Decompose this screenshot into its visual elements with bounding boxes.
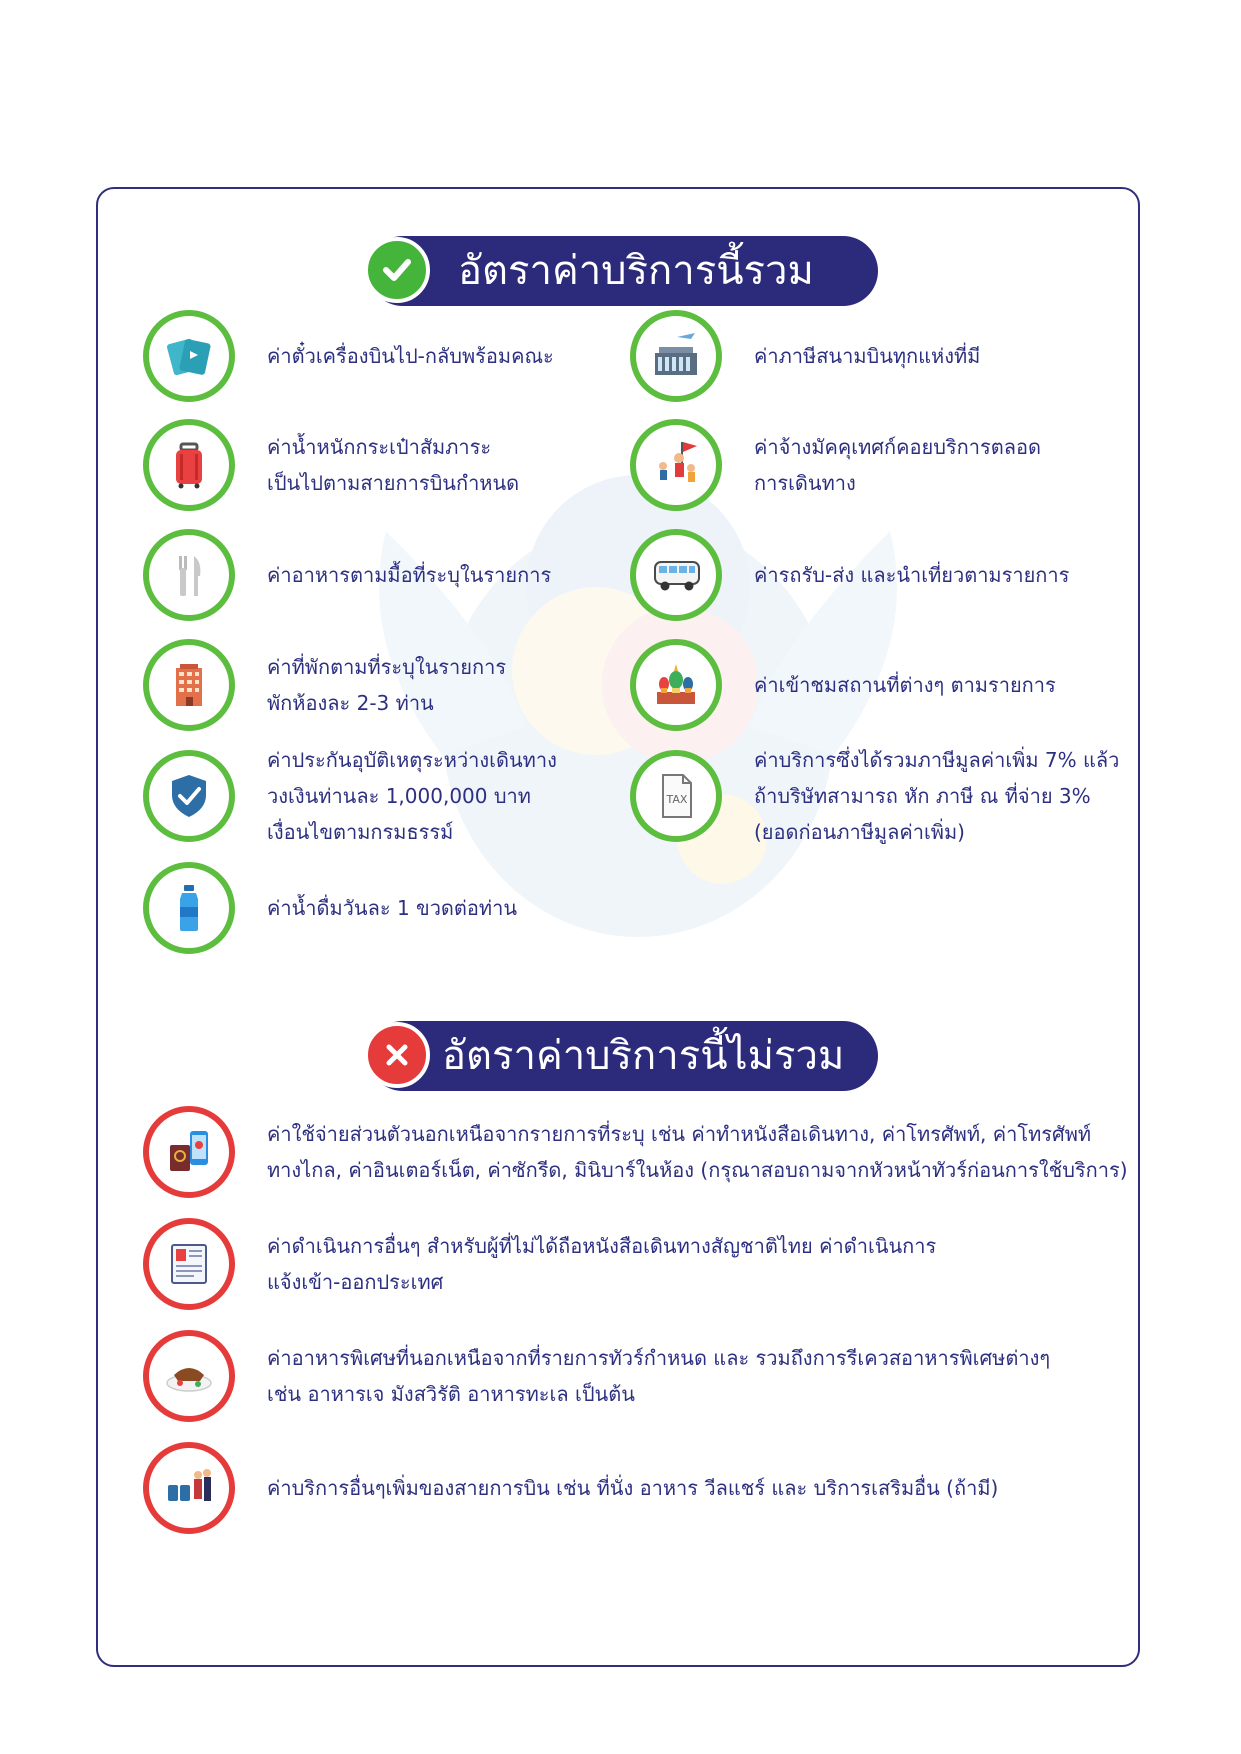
excluded-title: อัตราค่าบริการนี้ไม่รวม xyxy=(442,1033,845,1079)
included-item-text: (ยอดก่อนภาษีมูลค่าเพิ่ม) xyxy=(754,820,965,844)
included-item-text: วงเงินท่านละ 1,000,000 บาท xyxy=(267,784,531,808)
service-card xyxy=(96,187,1140,1667)
included-item-text: พักห้องละ 2-3 ท่าน xyxy=(267,691,434,715)
tax-label: TAX xyxy=(666,793,688,806)
bus-icon xyxy=(630,529,722,621)
excluded-item-text: ค่าอาหารพิเศษที่นอกเหนือจากที่รายการทัวร์กำหนด และ รวมถึงการรีเควสอาหารพิเศษต่างๆ xyxy=(267,1346,1051,1370)
included-item-text: ถ้าบริษัทสามารถ หัก ภาษี ณ ที่จ่าย 3% xyxy=(754,784,1091,808)
excluded-item-text: ค่าใช้จ่ายส่วนตัวนอกเหนือจากรายการที่ระบุ เช่น ค่าทำหนังสือเดินทาง, ค่าโทรศัพท์, ค่าโทรศัพท์ xyxy=(267,1122,1092,1146)
included-item-text: การเดินทาง xyxy=(754,471,856,495)
included-item-text: ค่าจ้างมัคคุเทศก์คอยบริการตลอด xyxy=(754,435,1041,459)
included-item-text: ค่าอาหารตามมื้อที่ระบุในรายการ xyxy=(267,563,552,587)
included-banner xyxy=(368,236,878,306)
included-title: อัตราค่าบริการนี้รวม xyxy=(458,248,814,294)
airport-icon xyxy=(630,310,722,402)
excluded-item-text: ค่าดำเนินการอื่นๆ สำหรับผู้ที่ไม่ได้ถือหนังสือเดินทางสัญชาติไทย ค่าดำเนินการ xyxy=(267,1234,937,1258)
included-item-text: ค่าภาษีสนามบินทุกแห่งที่มี xyxy=(754,344,981,368)
passport-phone-icon xyxy=(143,1106,235,1198)
luggage-icon xyxy=(143,419,235,511)
included-item-text: ค่าบริการซึ่งได้รวมภาษีมูลค่าเพิ่ม 7% แล้ว xyxy=(754,748,1120,772)
fork-knife-icon xyxy=(143,529,235,621)
check-icon xyxy=(364,237,430,303)
included-item-text: ค่าน้ำหนักกระเป๋าสัมภาระ xyxy=(267,435,492,459)
included-item-text: ค่าที่พักตามที่ระบุในรายการ xyxy=(267,655,507,679)
included-item-text: ค่าน้ำดื่มวันละ 1 ขวดต่อท่าน xyxy=(267,896,517,920)
tax-document-icon xyxy=(630,750,722,842)
excluded-item-text: แจ้งเข้า-ออกประเทศ xyxy=(267,1270,444,1294)
excluded-item-text: ทางไกล, ค่าอินเตอร์เน็ต, ค่าซักรีด, มินิบาร์ในห้อง (กรุณาสอบถามจากหัวหน้าทัวร์ก่อนการใช้บริการ) xyxy=(267,1158,1128,1182)
excluded-item-text: ค่าบริการอื่นๆเพิ่มของสายการบิน เช่น ที่นั่ง อาหาร วีลแชร์ และ บริการเสริมอื่น (ถ้ามี) xyxy=(267,1476,999,1500)
landmark-icon xyxy=(630,639,722,731)
special-meal-icon xyxy=(143,1330,235,1422)
included-item-text: ค่าเข้าชมสถานที่ต่างๆ ตามรายการ xyxy=(754,673,1056,697)
visa-document-icon xyxy=(143,1218,235,1310)
excluded-item-text: เช่น อาหารเจ มังสวิรัติ อาหารทะเล เป็นต้น xyxy=(267,1382,635,1406)
shield-check-icon xyxy=(143,750,235,842)
included-item-text: ค่าตั๋วเครื่องบินไป-กลับพร้อมคณะ xyxy=(267,344,554,368)
included-item-text: ค่าประกันอุบัติเหตุระหว่างเดินทาง xyxy=(267,748,557,772)
airline-service-icon xyxy=(143,1442,235,1534)
water-bottle-icon xyxy=(143,862,235,954)
included-item-text: เงื่อนไขตามกรมธรรม์ xyxy=(267,820,454,844)
included-item-text: ค่ารถรับ-ส่ง และนำเที่ยวตามรายการ xyxy=(754,563,1070,587)
hotel-icon xyxy=(143,639,235,731)
excluded-banner xyxy=(368,1021,878,1091)
cross-icon xyxy=(364,1022,430,1088)
ticket-icon xyxy=(143,310,235,402)
included-item-text: เป็นไปตามสายการบินกำหนด xyxy=(267,471,520,495)
tour-guide-icon xyxy=(630,419,722,511)
